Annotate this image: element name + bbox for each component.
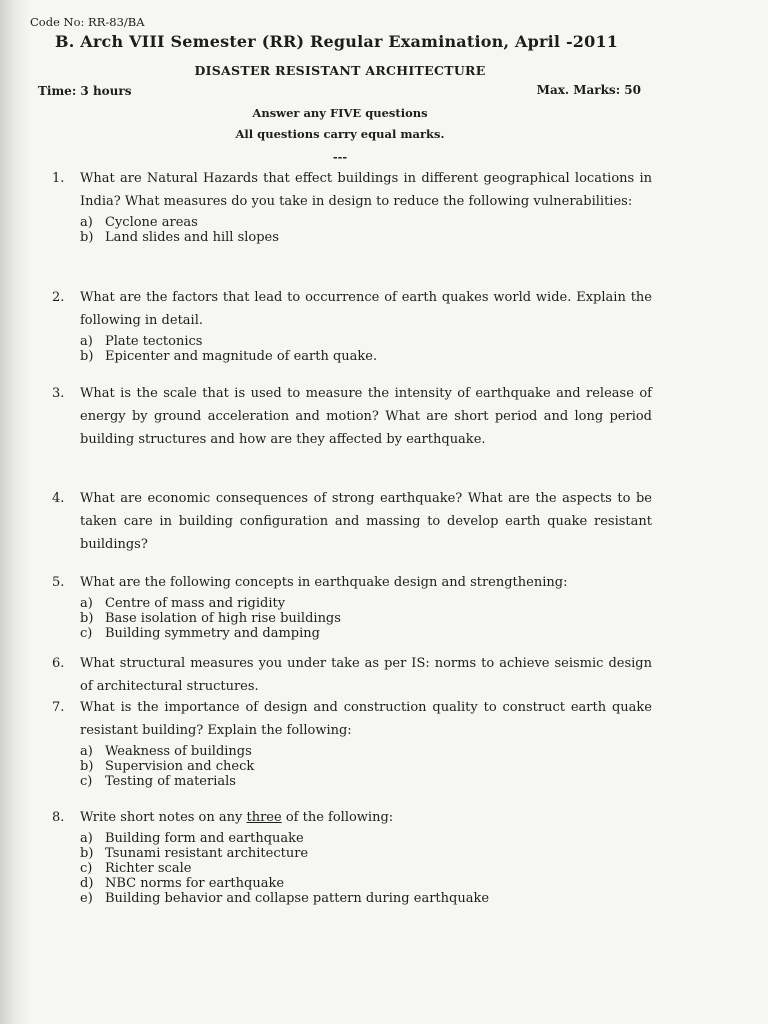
option-text: NBC norms for earthquake	[105, 876, 285, 891]
option-text: Base isolation of high rise buildings	[105, 611, 341, 626]
list-item	[80, 349, 652, 364]
subject-title: DISASTER RESISTANT ARCHITECTURE	[194, 63, 486, 78]
question-text: What structural measures you under take as per IS: norms to achieve seismic design of architectural structures.	[80, 656, 652, 694]
option-label: a)	[80, 744, 93, 759]
paper-code: Code No: RR-83/BA	[30, 15, 145, 29]
option-text: Building symmetry and damping	[105, 626, 320, 641]
instruction-answer-five: Answer any FIVE questions	[252, 106, 428, 120]
option-label: c)	[80, 861, 93, 876]
option-text: Cyclone areas	[105, 215, 198, 230]
question-text-emphasis: three	[246, 810, 282, 825]
option-text: Centre of mass and rigidity	[105, 596, 286, 611]
option-text: Building form and earthquake	[105, 831, 304, 846]
list-item	[80, 611, 652, 626]
list-item	[80, 744, 652, 759]
question-text-end: of the following:	[281, 810, 394, 825]
question-6	[52, 652, 652, 698]
option-list	[80, 334, 652, 364]
option-label: a)	[80, 831, 93, 846]
question-text: What are the following concepts in earthquake design and strengthening:	[80, 575, 568, 590]
exam-duration: Time: 3 hours	[38, 84, 132, 98]
list-item	[80, 230, 652, 245]
option-label: d)	[80, 876, 94, 891]
question-number: 8.	[52, 810, 65, 825]
option-label: e)	[80, 891, 93, 906]
option-label: a)	[80, 334, 93, 349]
question-8	[52, 806, 652, 906]
list-item	[80, 596, 652, 611]
question-5	[52, 571, 652, 641]
question-1	[52, 167, 652, 245]
question-number: 1.	[52, 171, 65, 186]
question-number: 4.	[52, 491, 65, 506]
question-text: What is the scale that is used to measure the intensity of earthquake and release of energy by ground acceleration and motion? What are short period and long period building structures and how are they affected by earthquake.	[80, 386, 652, 447]
question-text-start: Write short notes on any	[80, 810, 247, 825]
question-number: 5.	[52, 575, 65, 590]
question-2	[52, 286, 652, 364]
option-text: Weakness of buildings	[105, 744, 252, 759]
question-7	[52, 696, 652, 789]
option-list	[80, 596, 652, 641]
question-4	[52, 487, 652, 556]
separator: ---	[332, 150, 348, 164]
option-label: b)	[80, 349, 94, 364]
instruction-equal-marks: All questions carry equal marks.	[235, 127, 445, 141]
option-text: Richter scale	[105, 861, 192, 876]
option-label: c)	[80, 774, 93, 789]
question-text	[80, 806, 652, 829]
list-item	[80, 861, 652, 876]
option-list	[80, 215, 652, 245]
question-number: 7.	[52, 700, 65, 715]
question-text: What is the importance of design and construction quality to construct earth quake resistant building? Explain the following:	[80, 700, 652, 738]
option-text: Supervision and check	[105, 759, 255, 774]
question-number: 2.	[52, 290, 65, 305]
question-text: What are Natural Hazards that effect buildings in different geographical locations in India? What measures do you take in design to reduce the following vulnerabilities:	[80, 171, 652, 209]
option-text: Epicenter and magnitude of earth quake.	[105, 349, 378, 364]
option-list	[80, 744, 652, 789]
option-list	[80, 831, 652, 906]
question-number: 3.	[52, 386, 65, 401]
question-3	[52, 382, 652, 451]
option-label: b)	[80, 230, 94, 245]
list-item	[80, 831, 652, 846]
option-label: a)	[80, 596, 93, 611]
option-label: b)	[80, 611, 94, 626]
option-label: c)	[80, 626, 93, 641]
question-number: 6.	[52, 656, 65, 671]
list-item	[80, 891, 652, 906]
list-item	[80, 759, 652, 774]
option-text: Plate tectonics	[105, 334, 203, 349]
list-item	[80, 876, 652, 891]
option-text: Tsunami resistant architecture	[105, 846, 309, 861]
list-item	[80, 334, 652, 349]
list-item	[80, 774, 652, 789]
max-marks: Max. Marks: 50	[536, 83, 641, 97]
list-item	[80, 846, 652, 861]
option-text: Testing of materials	[105, 774, 236, 789]
option-label: b)	[80, 759, 94, 774]
option-text: Land slides and hill slopes	[105, 230, 279, 245]
option-label: b)	[80, 846, 94, 861]
exam-title: B. Arch VIII Semester (RR) Regular Examination, April -2011	[55, 32, 619, 51]
option-text: Building behavior and collapse pattern during earthquake	[105, 891, 490, 906]
question-text: What are the factors that lead to occurrence of earth quakes world wide. Explain the following in detail.	[80, 290, 652, 328]
list-item	[80, 626, 652, 641]
list-item	[80, 215, 652, 230]
option-label: a)	[80, 215, 93, 230]
question-text: What are economic consequences of strong earthquake? What are the aspects to be taken care in building configuration and massing to develop earth quake resistant buildings?	[80, 491, 652, 552]
